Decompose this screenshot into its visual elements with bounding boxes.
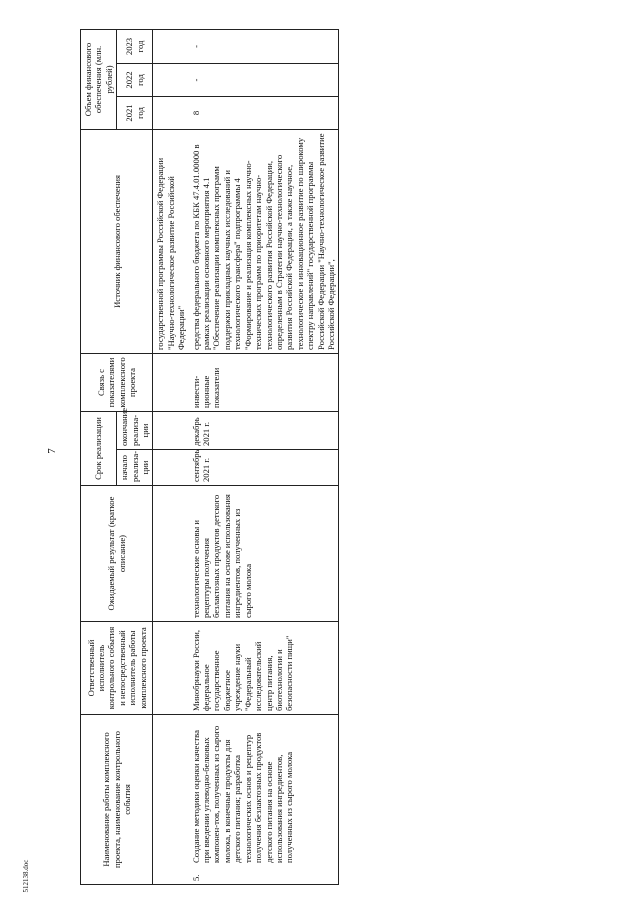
row-link: инвести-ционные показатели [189, 354, 339, 412]
row-name: Создание методики оценки качества при введении углеводно-белковых компонен-тов, полученных из сырого молока, в конечные продукты для детского питания; разработка технологических основ и рецептур получения безлактозных продуктов детского питания на основе использования ингредиентов, полученных из сырого молока [190, 725, 295, 863]
cell-empty [153, 412, 189, 450]
row-amount-2022: - [189, 64, 339, 97]
header-funding: Объем финансового обеспечения (млн. рублей) [81, 29, 117, 129]
row-result: технологические основы и рецептуры получения безлактозных продуктов детского питания на основе использования ингредиентов, полученных из сырого молока [189, 486, 339, 622]
cell-empty [153, 715, 189, 885]
funding-table [80, 29, 339, 885]
cell-empty [153, 29, 189, 63]
row-number: 5. [190, 874, 201, 881]
cell-empty [153, 450, 189, 486]
row-end: декабрь 2021 г. [189, 412, 339, 450]
header-result: Ожидаемый результат (краткое описание) [81, 486, 153, 622]
footer-file-code: 512138.doc [22, 859, 30, 893]
cell-empty [153, 622, 189, 715]
page-number: 7 [46, 448, 58, 454]
cell-empty [153, 64, 189, 97]
cell-empty [153, 486, 189, 622]
continuation-source-cell: государственной программы Российской Федерации "Научно-технологическое развитие Российской Федерации" [153, 130, 189, 354]
row-executor: Минобрнауки России, федеральное государственное бюджетное учреждение науки "Федеральный исследовательский центр питания, биотехнологии и безопасности пищи" [189, 622, 339, 715]
cell-empty [153, 97, 189, 130]
header-executor: Ответственный исполнитель контрольного события и непосредственный исполнитель работы комплексного проекта [81, 622, 153, 715]
header-end: окончание реализа- ции [117, 412, 153, 450]
table-row-5 [189, 29, 339, 884]
row-source: средства федерального бюджета по КБК 47.4.01.00000 в рамках реализации основного мероприятия 4.1 "Обеспечение реализации комплексных программ поддержки прикладных научных исследований и технологического трансфера" подпрограммы 4 "Формирование и реализация комплексных научно-технических программ по приоритетам научно-технологического развития Российской Федерации, определенным в Стратегии научно-технологического развития Российской Федерации, а также научное, технологическое и инновационное развитие по широкому спектру направлений" государственной программы Российской Федерации "Научно-технологическое развитие Российской Федерации", [189, 130, 339, 354]
row-name-cell [189, 715, 339, 885]
row-amount-2023: - [189, 29, 339, 63]
header-name: Наименование работы комплексного проекта, наименование контрольного события [81, 715, 153, 885]
header-link: Связь с показателями комплексного проекта [81, 354, 153, 412]
header-start: начало реализа- ции [117, 450, 153, 486]
cell-empty [153, 354, 189, 412]
row-start: сентябрь 2021 г. [189, 450, 339, 486]
table-row-continuation [153, 29, 189, 884]
header-source: Источник финансового обеспечения [81, 130, 153, 354]
row-amount-2021: 8 [189, 97, 339, 130]
header-year-2021: 2021 год [117, 97, 153, 130]
funding-table-rotated [80, 30, 620, 885]
header-year-2022: 2022 год [117, 64, 153, 97]
header-year-2023: 2023 год [117, 29, 153, 63]
header-timeframe: Срок реализации [81, 412, 117, 486]
